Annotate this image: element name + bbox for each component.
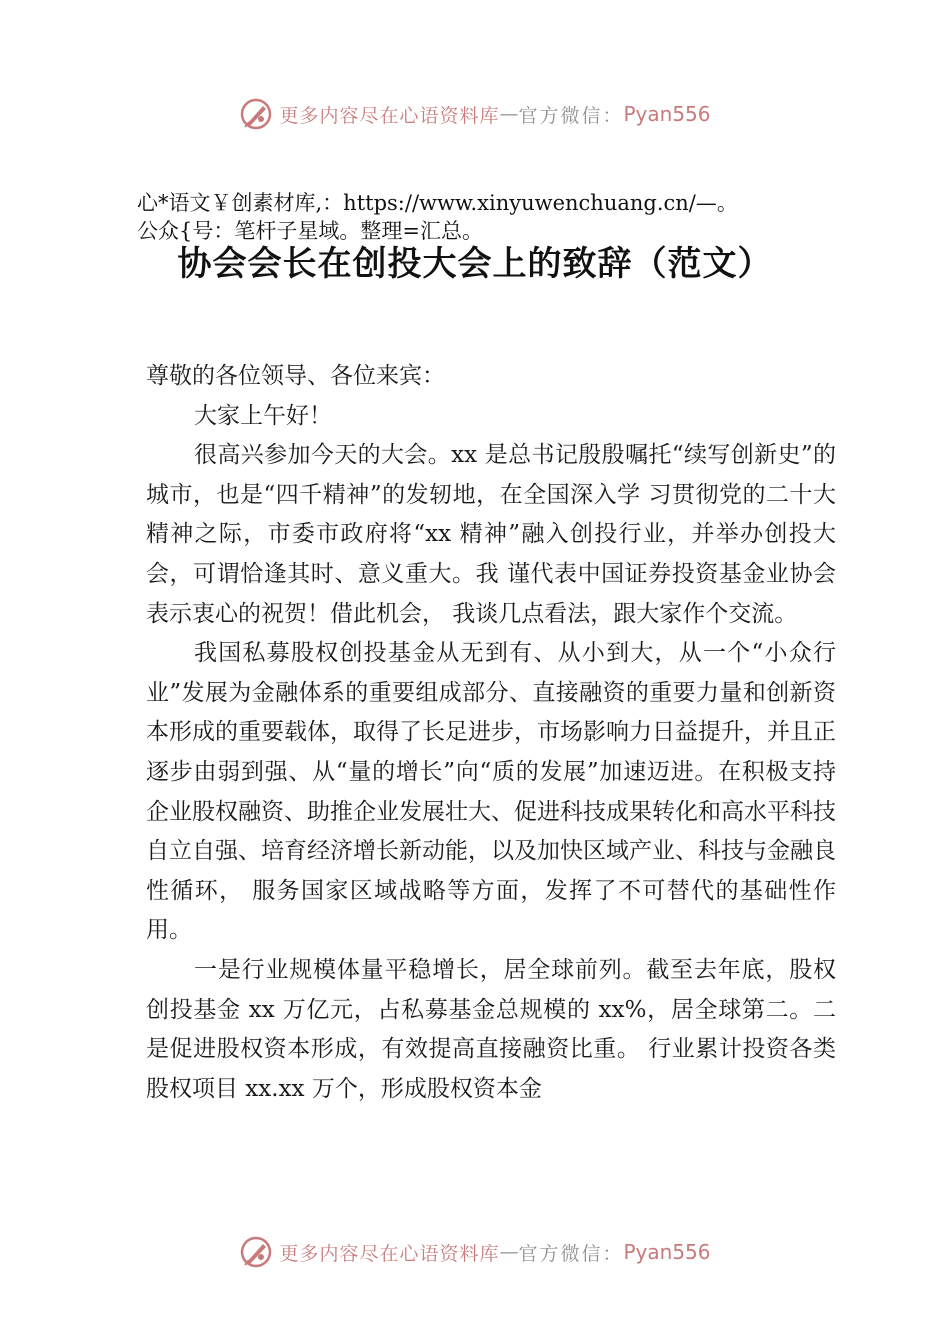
banner-wechat-label: 官方微信： [518, 104, 624, 127]
source-note [137, 189, 837, 245]
banner-wechat-id: Pyan556 [623, 102, 711, 126]
body-paragraph: 一是行业规模体量平稳增长，居全球前列。截至去年底，股权创投基金 xx 万亿元，占私募基金总规模的 xx%，居全球第二。二是促进股权资本形成，有效提高直接融资比重。 行业累计投资各类股权项目 xx.xx 万个，形成股权资本金 [146, 956, 836, 1102]
greeting: 大家上午好！ [194, 402, 332, 429]
header-banner [0, 94, 950, 134]
banner-wechat-label: 官方微信： [518, 1242, 624, 1265]
banner-dash: — [499, 1241, 519, 1263]
quill-logo-icon [239, 97, 273, 131]
banner-brand: 更多内容尽在心语资料库 [279, 1242, 500, 1265]
footer-banner [0, 1232, 950, 1272]
salutation: 尊敬的各位领导、各位来宾： [146, 363, 445, 389]
document-body [146, 357, 836, 1109]
body-paragraph: 很高兴参加今天的大会。xx 是总书记殷殷嘱托“续写创新史”的城市，也是“四千精神”的发轫地，在全国深入学 习贯彻党的二十大精神之际，市委市政府将“xx 精神”融入创投行业，并举办创投大会，可谓恰逢其时、意义重大。我 谨代表中国证券投资基金业协会表示衷心的祝贺！借此机会， 我谈几点看法，跟大家作个交流。 [146, 442, 836, 627]
source-line: 公众{号：笔杆子星域。整理=汇总。 [137, 219, 483, 243]
quill-logo-icon [239, 1235, 273, 1269]
banner-dash: — [499, 103, 519, 125]
document-title: 协会会长在创投大会上的致辞（范文） [177, 244, 773, 284]
body-paragraph: 我国私募股权创投基金从无到有、从小到大，从一个“小众行业”发展为金融体系的重要组成部分、直接融资的重要力量和创新资本形成的重要载体，取得了长足进步，市场影响力日益提升，并且正逐步由弱到强、从“量的增长”向“质的发展”加速迈进。在积极支持企业股权融资、助推企业发展壮大、促进科技成果转化和高水平科技自立自强、培育经济增长新动能，以及加快区域产业、科技与金融良性循环， 服务国家区域战略等方面，发挥了不可替代的基础性作用。 [146, 640, 836, 944]
banner-wechat-id: Pyan556 [623, 1240, 711, 1264]
source-line: 心*语文￥创素材库,：https://www.xinyuwenchuang.cn/—。 [137, 191, 738, 215]
banner-brand: 更多内容尽在心语资料库 [279, 104, 500, 127]
